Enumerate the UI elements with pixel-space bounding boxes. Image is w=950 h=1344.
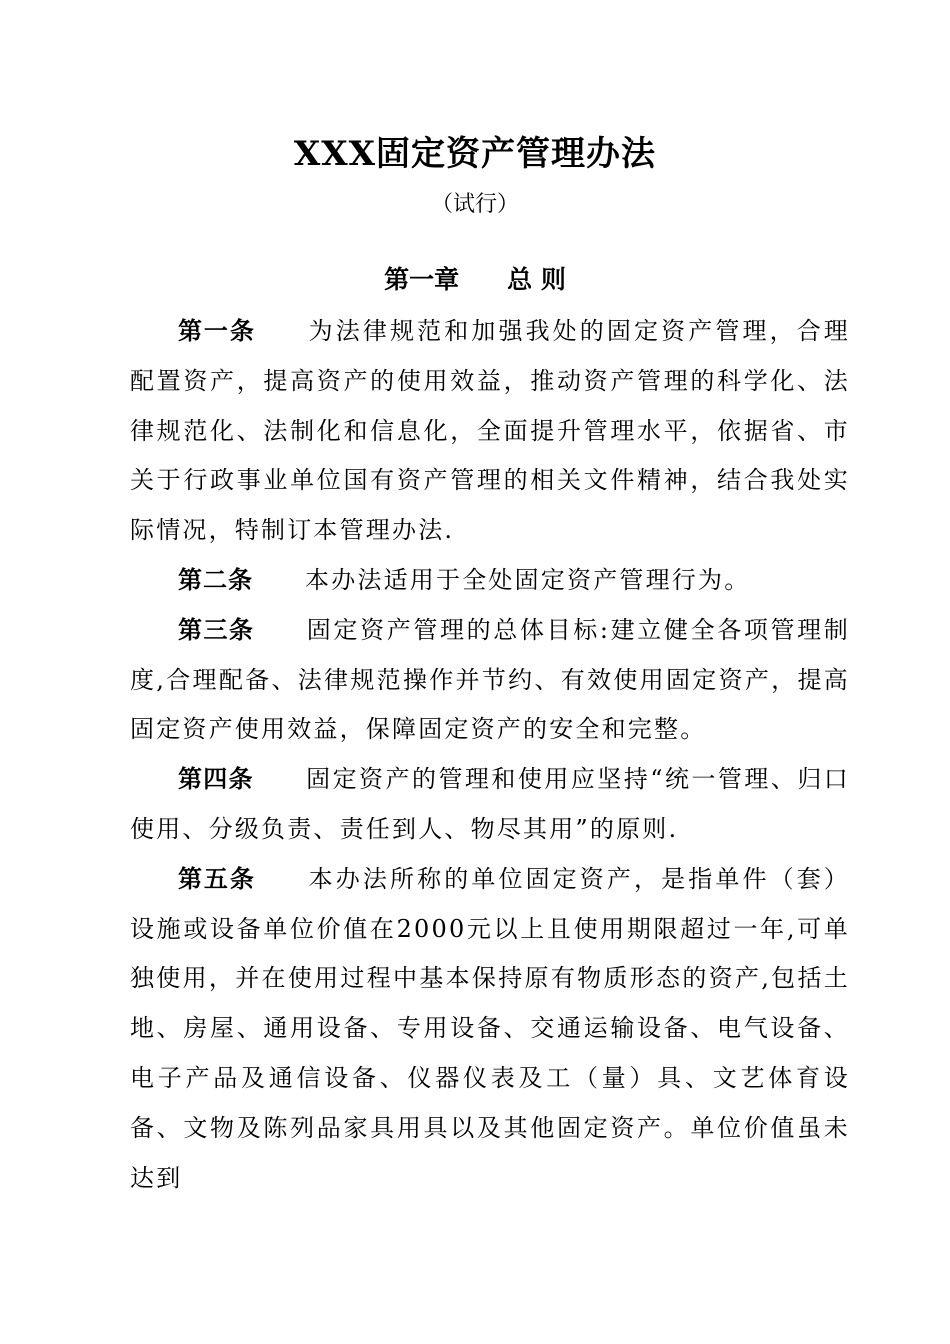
document-body bbox=[130, 307, 850, 1203]
document-subtitle: （试行） bbox=[430, 192, 519, 217]
article-3 bbox=[130, 606, 850, 755]
chapter-number: 第一章 bbox=[384, 265, 460, 294]
article-label: 第二条 bbox=[178, 565, 253, 594]
article-1 bbox=[130, 307, 850, 556]
article-text: 为法律规范和加强我处的固定资产管理，合理配置资产，提高资产的使用效益，推动资产管理的科学化、法律规范化、法制化和信息化，全面提升管理水平，依据省、市关于行政事业单位国有资产管理的相关文件精神，结合我处实际情况，特制订本管理办法. bbox=[130, 317, 851, 545]
article-4 bbox=[130, 755, 850, 855]
article-text: 固定资产管理的总体目标:建立健全各项管理制度,合理配备、法律规范操作并节约、有效使用固定资产，提高固定资产使用效益，保障固定资产的安全和完整。 bbox=[130, 615, 850, 744]
article-label: 第三条 bbox=[178, 615, 255, 644]
article-text: 固定资产的管理和使用应坚持“统一管理、归口使用、分级负责、责任到人、物尽其用”的原则. bbox=[130, 765, 851, 843]
article-label: 第四条 bbox=[178, 765, 254, 794]
article-5 bbox=[130, 855, 850, 1204]
article-2 bbox=[130, 556, 850, 606]
article-label: 第一条 bbox=[178, 317, 256, 345]
article-text: 本办法所称的单位固定资产，是指单件（套）设施或设备单位价值在2000元以上且使用期限超过一年,可单独使用，并在使用过程中基本保持原有物质形态的资产,包括土地、房屋、通用设备、专用设备、交通运输设备、电气设备、电子产品及通信设备、仪器仪表及工（量）具、文艺体育设备、文物及陈列品家具用具以及其他固定资产。单位价值虽未达到 bbox=[130, 864, 851, 1192]
article-label: 第五条 bbox=[178, 864, 256, 893]
chapter-name: 总 则 bbox=[507, 265, 566, 294]
chapter-heading bbox=[0, 262, 950, 298]
article-text: 本办法适用于全处固定资产管理行为。 bbox=[305, 565, 751, 594]
document-title: XXX固定资产管理办法 bbox=[293, 134, 657, 174]
